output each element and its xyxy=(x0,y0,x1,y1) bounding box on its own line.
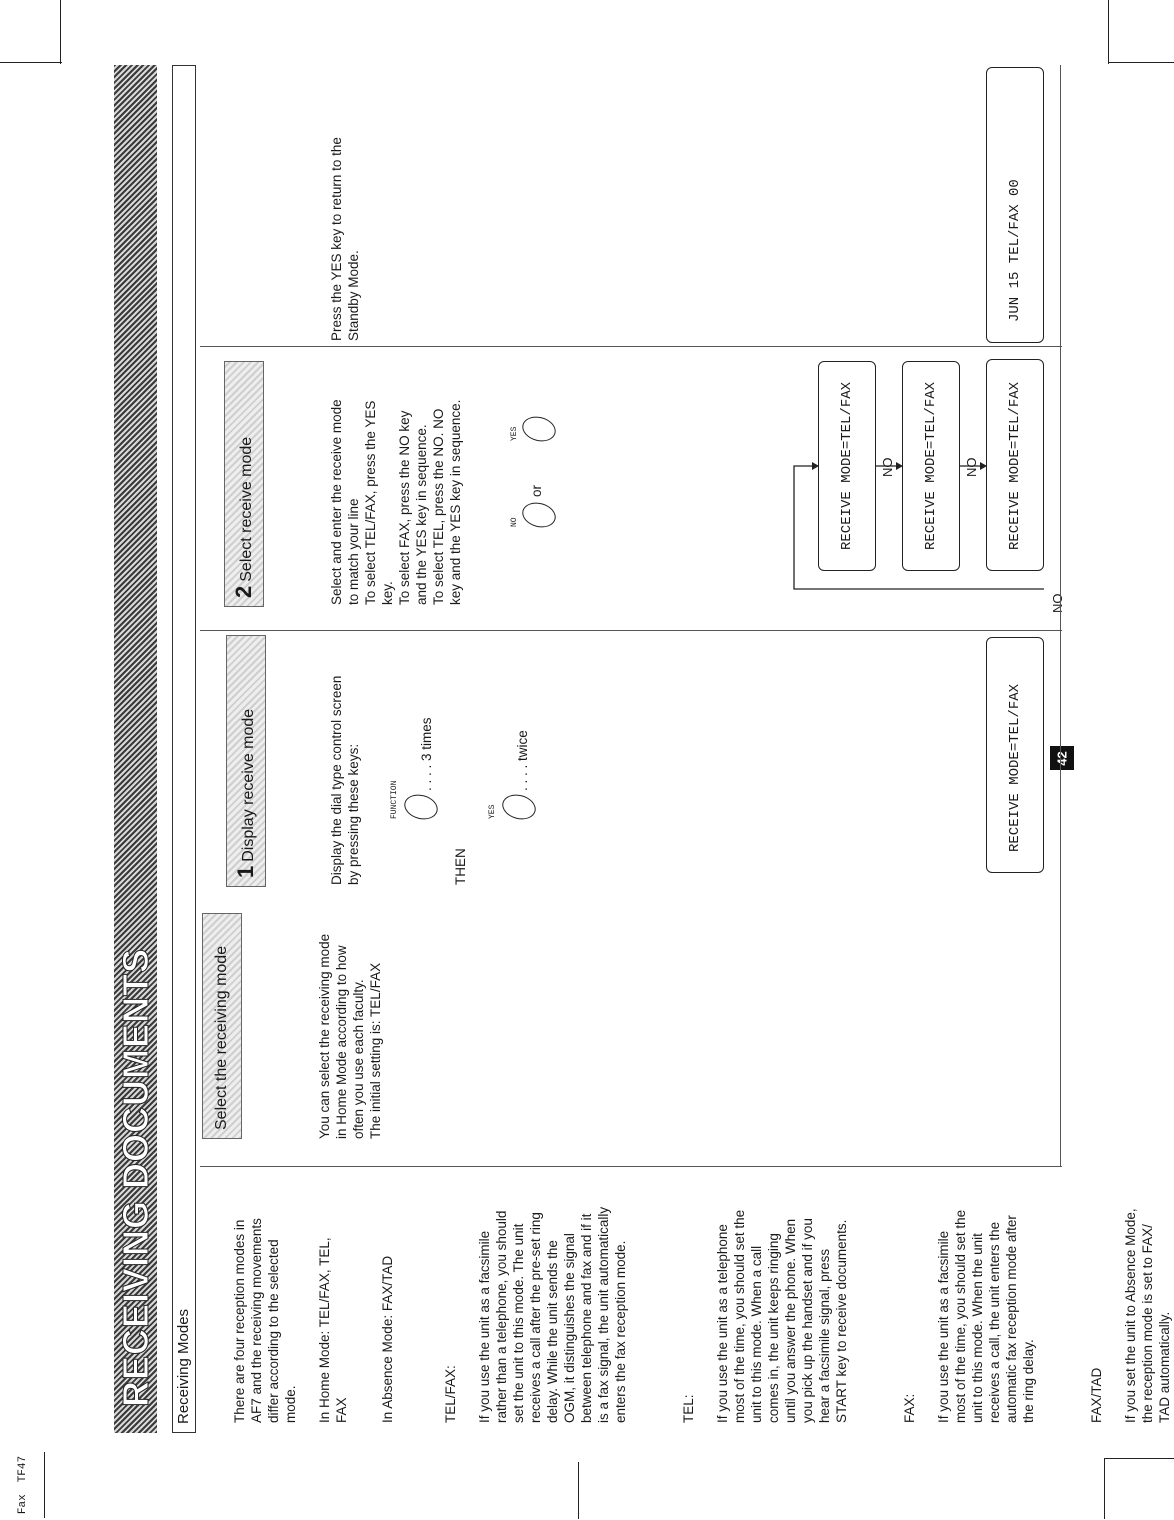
step1-header-text: Display receive mode xyxy=(240,708,257,862)
step-number: 1 xyxy=(233,865,258,878)
no-label: NO xyxy=(964,457,979,477)
column-divider xyxy=(200,346,1062,347)
step2-display-2: RECEIVE MODE=TEL/FAX xyxy=(902,361,960,571)
yes-key-label: YES xyxy=(510,426,519,441)
then-label: THEN xyxy=(453,848,468,885)
home-mode-list: In Home Mode: TEL/FAX, TEL, FAX xyxy=(317,1237,349,1423)
mode-name: TEL/FAX: xyxy=(443,1365,458,1423)
mode-text: If you use the unit as a telephone most of the time, you should set the unit to this mode. When a call comes in, the unit keeps ringing until you answer the phone. When you pick up the handset and if you hear a facsimile signal, press START key to receive documents. xyxy=(715,1209,849,1423)
no-key-label: NO xyxy=(510,517,519,527)
section-title: Receiving Modes xyxy=(172,65,196,1433)
step3-display: JUN 15 TEL/FAX 00 xyxy=(986,67,1044,343)
key1-times: . . . . 3 times xyxy=(419,717,434,791)
step2-display-3: RECEIVE MODE=TEL/FAX xyxy=(986,359,1044,571)
select-mode-text: You can select the receiving mode in Home Mode according to how often you use each faculty. The initial setting is: TEL/FAX xyxy=(317,933,383,1139)
step1-display: RECEIVE MODE=TEL/FAX xyxy=(986,637,1044,873)
step-number: 2 xyxy=(231,585,256,598)
page-number: 42 xyxy=(1050,746,1074,770)
select-mode-header-text: Select the receiving mode xyxy=(213,945,230,1130)
step2-text: Select and enter the receive mode to match your line To select TEL/FAX, press the YES key. To select FAX, press the NO key and the YES key in sequence. To select TEL, press the NO. NO key and the YES key in sequence. xyxy=(329,399,463,605)
mode-name: FAX: xyxy=(902,1393,917,1423)
function-key-label: FUNCTION xyxy=(390,780,399,819)
no-label: NO xyxy=(1050,593,1065,613)
no-label: NO xyxy=(880,457,895,477)
side-tab-line2: TF47 xyxy=(17,1455,29,1483)
side-tab-line1: Fax xyxy=(17,1494,29,1515)
mode-name: TEL: xyxy=(681,1394,696,1423)
mode-text: If you use the unit as a facsimile most of the time, you should set the unit to this mode. When the unit receives a call, the unit enters the automatic fax reception mode after the ring delay. xyxy=(936,1209,1036,1423)
intro-paragraph: There are four reception modes in AF7 and the receiving movements differ according to the selected mode. xyxy=(232,1218,298,1423)
mode-text: If you use the unit as a facsimile rather than a telephone, you should set the unit to this mode. The unit receives a call after the pre-set ring delay. While the unit sends the OGM, it distinguishes the signal between telephone and fax and if it is a fax signal, the unit automatically enters the fax reception mode. xyxy=(477,1206,628,1423)
step2-header-text: Select receive mode xyxy=(238,436,255,582)
step2-display-1: RECEIVE MODE=TEL/FAX xyxy=(818,361,876,571)
or-label: or xyxy=(529,484,544,497)
step1-text: Display the dial type control screen by pressing these keys: xyxy=(329,675,361,885)
key2-times: . . . . twice xyxy=(515,730,530,791)
bottom-rule xyxy=(1060,65,1061,1167)
mode-text: If you set the unit to Absence Mode, the reception mode is set to FAX/ TAD automatically. xyxy=(1123,1208,1172,1423)
step3-text: Press the YES key to return to the Standby Mode. xyxy=(329,137,361,341)
absence-mode-line: In Absence Mode: FAX/TAD xyxy=(380,1255,395,1423)
page-title: RECEIVING DOCUMENTS xyxy=(115,947,156,1407)
yes-key-label: YES xyxy=(488,804,497,819)
mode-name: FAX/TAD xyxy=(1089,1367,1104,1423)
